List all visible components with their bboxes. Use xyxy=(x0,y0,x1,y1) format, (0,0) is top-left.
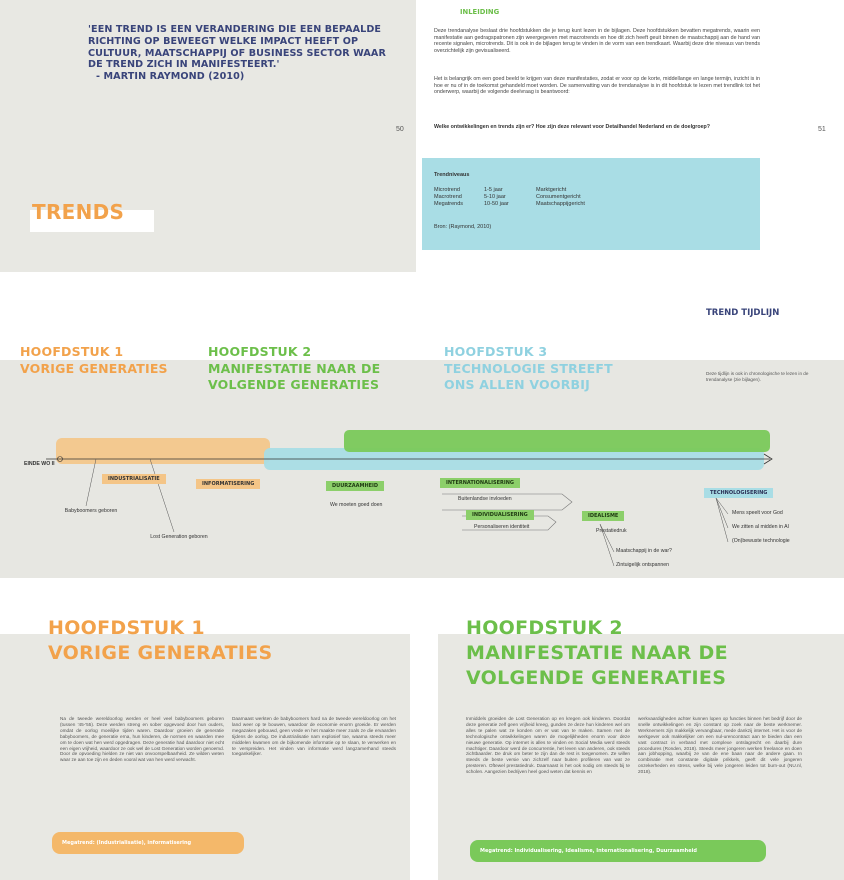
chapter-1-heading xyxy=(48,616,273,666)
intro-heading: INLEIDING xyxy=(460,8,500,16)
page-51 xyxy=(422,0,844,272)
chapter-1-title: VORIGE GENERATIES xyxy=(20,360,168,376)
intro-paragraph-2: Het is belangrijk om een goed beeld te krijgen van deze manifestaties, zodat er voor op de korte, middellange en lange termijn, inzicht is in hoe er nu of in de toekomst gehandeld moet worden. De samenvatting van de trendanalyse is in dit hoofdstuk te lezen met trendlink tot het onderwerp, waarbij de volgende deelvraag is beantwoord: xyxy=(434,76,760,96)
chapter-1-heading-title: VORIGE GENERATIES xyxy=(48,642,273,664)
label-tech-2: We zitten al midden in AI xyxy=(732,524,789,530)
technologisering-connector xyxy=(716,498,728,542)
spread-trends-intro xyxy=(0,0,844,272)
tag-idealisme: IDEALISME xyxy=(582,511,624,521)
label-zingeving: Zintuigelijk ontspannen xyxy=(616,562,670,568)
timeline-start-label: EINDE WO II xyxy=(24,461,55,467)
chapter-2-megatrend-bar: Megatrend: Individualisering, Idealisme, Internationalisering, Duurzaamheid xyxy=(470,840,766,862)
chapter-2-column-1: Inmiddels groeiden de Lost Generation op en kregen ook kinderen. Doordat deze generatie zelf geen vrijheid kreeg, gunden ze deze hun kinderen wel om alles te palen wat ze konden om er wat van te maken. Samen met de technologische ontwikkelingen waren de mogelijkheden enorm voor deze nieuwe generatie. Op internet is alles te vinden en Social Media werd steeds machtiger. Daardoor werd de concurrentie, het leven van anderen, ook steeds zichtbaarder. De druk om beter te zijn dan de rest is toegenomen. Ze willen steeds de beste versie van zichzelf naar buiten profileren van wat ze presteren. Oftewel prestatiedruk. Daarnaast is het ook nodig om steeds bij te scholen. Aangezien bedrijven heel goed weten dat kennis en xyxy=(466,716,630,775)
trendniveaus-source: Bron: (Raymond, 2010) xyxy=(434,224,492,230)
timeline-stroke-green xyxy=(344,430,770,452)
trend-level-name: Megatrends xyxy=(434,201,464,207)
timeline-graphic xyxy=(0,278,844,578)
intro-paragraph-1: Deze trendanalyse beslaat drie hoofdstukken die je terug kunt lezen in de bijlagen. Deze hoofdstukken bevatten megatrends, waarin een manifestatie aan gedragspatronen zijn weergegeven met macrotrends en hoe dit zich heeft geuit binnen de maatschappij aan de hand van recente signalen, microtrends. Dit is ook in de bijlagen terug te vinden in de vorm van een trendkaart. Waarbij deze drie niveaus van trends overzichtelijk zijn gevisualiseerd. xyxy=(434,28,760,54)
technologisering-connector xyxy=(716,498,728,514)
trendniveaus-box xyxy=(422,158,760,250)
spread-trend-timeline xyxy=(0,278,844,578)
trendniveaus-heading: Trendniveaus xyxy=(434,172,470,178)
page-number-left: 50 xyxy=(396,126,404,133)
spread-chapters xyxy=(0,588,844,880)
lost-generation-connector xyxy=(150,459,174,532)
trend-level-name: Macrotrend xyxy=(434,194,462,200)
tag-informatisering: INFORMATISERING xyxy=(196,479,260,489)
chapter-3-title-line2: ONS ALLEN VOORBIJ xyxy=(444,377,590,392)
trend-level-focus: Consumentgericht xyxy=(536,194,581,200)
quote-author: - MARTIN RAYMOND (2010) xyxy=(96,71,245,83)
tag-technologisering: TECHNOLOGISERING xyxy=(704,488,773,498)
label-duurzaamheid-sub: We moeten goed doen xyxy=(330,502,383,508)
timeline-stroke-orange xyxy=(56,438,270,464)
label-prestatiedruk: Prestatiedruk xyxy=(596,528,627,534)
page-number-right: 51 xyxy=(818,126,826,133)
section-title-trends: TRENDS xyxy=(32,200,125,224)
trend-level-focus: Marktgericht xyxy=(536,187,567,193)
label-maatschappij: Maatschappij in de war? xyxy=(616,548,672,554)
timeline-title: TREND TIJDLIJN xyxy=(706,308,780,318)
tag-industrialisatie: INDUSTRIALISATIE xyxy=(102,474,166,484)
label-individualisering-sub: Personaliseren identiteit xyxy=(474,524,530,530)
trend-level-name: Microtrend xyxy=(434,187,460,193)
babyboomers-connector xyxy=(86,459,96,506)
chapter-2-title-line1: MANIFESTATIE NAAR DE xyxy=(208,360,381,376)
chapter-2-heading-title-2: VOLGENDE GENERATIES xyxy=(466,667,727,689)
chapter-1-megatrend-bar: Megatrend: (Industrialisatie), informatisering xyxy=(52,832,244,854)
label-internationalisering-sub: Buitenlandse invloeden xyxy=(458,496,512,502)
technologisering-connector xyxy=(716,498,728,528)
label-tech-1: Mens speelt voor God xyxy=(732,510,783,516)
tag-duurzaamheid: DUURZAAMHEID xyxy=(326,481,384,491)
chapter-1-number: HOOFDSTUK 1 xyxy=(20,344,124,359)
quote-text: 'EEN TREND IS EEN VERANDERING DIE EEN BEPAALDE RICHTING OP BEWEEGT WELKE IMPACT HEEFT OP CULTUUR, MAATSCHAPPIJ OF BUSINESS SECTOR WAAR DE TREND ZICH IN MANIFESTEERT.' xyxy=(88,24,386,71)
chapter-2-heading-title-1: MANIFESTATIE NAAR DE xyxy=(466,642,728,664)
tag-internationalisering: INTERNATIONALISERING xyxy=(440,478,520,488)
chapter-2-title-line2: VOLGENDE GENERATIES xyxy=(208,377,380,392)
chapter-2-number: HOOFDSTUK 2 xyxy=(208,344,312,359)
trend-level-focus: Maatschappijgericht xyxy=(536,201,585,207)
timeline-note: Deze tijdlijn is ook in chronologische te lezen in de trendanalyse (zie bijlagen). xyxy=(706,371,809,382)
label-lost-generation: Lost Generation geboren xyxy=(150,534,208,540)
chapter-3-number: HOOFDSTUK 3 xyxy=(444,344,548,359)
trend-level-term: 5-10 jaar xyxy=(484,194,506,200)
chapter-3-title-line1: TECHNOLOGIE STREEFT xyxy=(444,360,613,376)
chapter-1-column-1: Na de tweede wereldoorlog werden er heel veel babyboomers geboren (tussen '45-'55). Deze werden streng en sober opgevoed door hun ouders, omdat de oorlog moeilijke tijden waren. Daardoor groeien de generatie babyboomers, de generatie erna, hun kinderen, de normen en waarden mee om te doen wat hen werd opgedragen. Deze generatie had daardoor niet echt een eigen vrijheid, waardoor ze ook wel de Lost Generation worden genoemd. Door de opvoeding hielden ze niet van onvoorspelbaarheid. Ze wilden weten waar ze aan toe zijn en deden vooral wat van hen werd verwacht. xyxy=(60,716,224,763)
label-tech-3: (On)bewuste technologie xyxy=(732,538,790,544)
trend-quote xyxy=(88,24,388,83)
chapter-2-column-2: werkvaardigheden achter kunnen lopen op functies binnen het bedrijf door de snelle ontwikkelingen en zijn constant op zoek naar de beste werknemer. Werknemers zijn makkelijk vervangbaar, mede dankzij internet. Het is voor de werkgever ook makkelijker om een nul-urencontract aan te bieden dan een vast contract in verband met complexe ontslagrecht en daarbij dure procedures (Ronden, 2018). Steeds meer jongeren werken freelance en doen aan jobhopping, waarbij ze van de ene baan naar de andere gaan. In combinatie met constante digitale prikkels, geeft dit vele jongeren onzekerheden en stress, welke bij vele jongeren leiden tot burn-out (NU.nl, 2018). xyxy=(638,716,802,775)
trend-level-term: 1-5 jaar xyxy=(484,187,503,193)
trend-level-term: 10-50 jaar xyxy=(484,201,509,207)
label-babyboomers: Babyboomers geboren xyxy=(64,508,118,514)
chapter-1-column-2: Daarnaast werkten de babyboomers hard na de tweede wereldoorlog om het land weer op te bouwen, waardoor de economie enorm groeide. Er werden megazaken gebouwd, geen vrede en het maakte meer zoals ze die ervaarden tijdens de oorlog. De industrialisatie nam explosief toe, waarna steeds meer middelen kwamen om de bijkomende informatie op te slaan, te verwerken en te verspreiden. Het vinden van informatie werd langzamerhand steeds toegankelijker. xyxy=(232,716,396,757)
chapter-1-heading-number: HOOFDSTUK 1 xyxy=(48,617,205,639)
chapter-2-heading-number: HOOFDSTUK 2 xyxy=(466,617,623,639)
intro-question: Welke ontwikkelingen en trends zijn er? Hoe zijn deze relevant voor Detailhandel Nederland en de doelgroep? xyxy=(434,124,710,130)
page-50 xyxy=(0,0,416,272)
chapter-2-heading xyxy=(466,616,728,691)
tag-individualisering: INDIVIDUALISERING xyxy=(466,510,534,520)
